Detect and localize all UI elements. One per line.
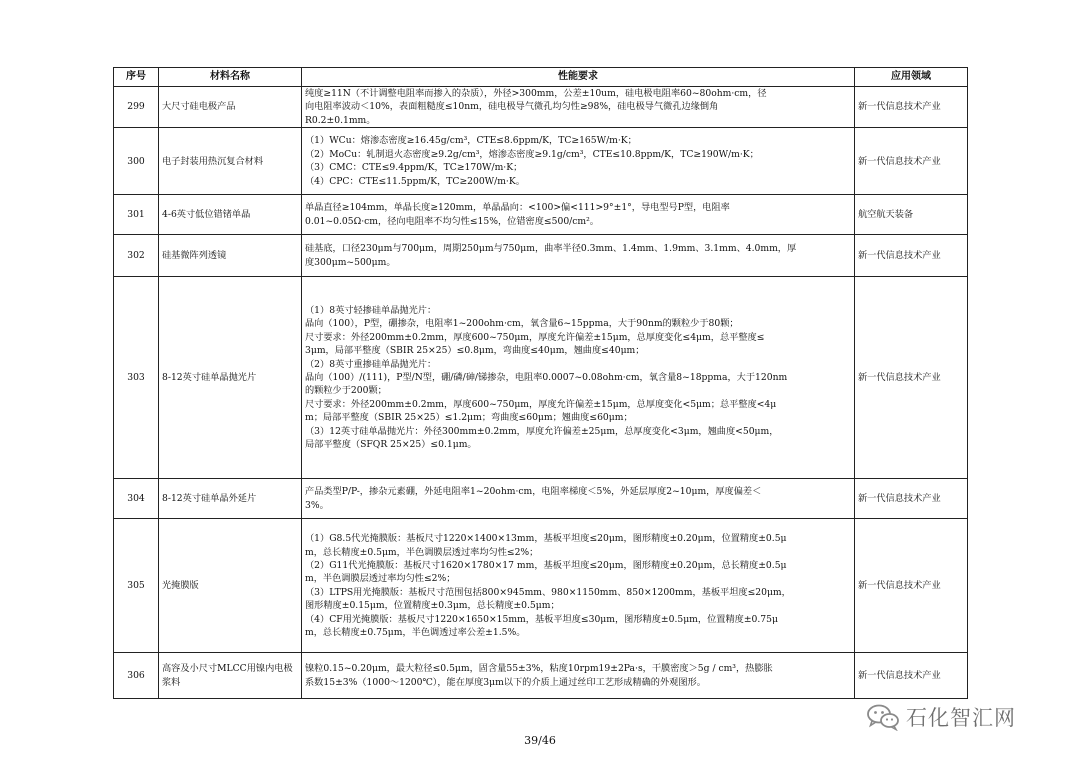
row-material-name: 4-6英寸低位错锗单晶	[159, 195, 302, 235]
row-performance	[302, 195, 855, 235]
performance-line: 晶向（100）/(111)，P型/N型，硼/磷/砷/锑掺杂，电阻率0.0007~0.08ohm·cm，氧含量8~18ppma，大于120nm	[305, 372, 788, 384]
row-performance	[302, 235, 855, 277]
row-material-name: 高容及小尺寸MLCC用镍内电极浆料	[159, 653, 302, 699]
performance-line: （2）G11代光掩膜版：基板尺寸1620×1780×17 mm，基板平坦度≤20μm，图形精度±0.20μm，总长精度±0.5μ	[305, 559, 787, 571]
row-application-field: 新一代信息技术产业	[855, 235, 968, 277]
table-row	[114, 479, 968, 519]
performance-line: 3μm，局部平整度（SBIR 25×25）≤0.8μm，弯曲度≤40μm，翘曲度≤40μm；	[305, 345, 645, 357]
performance-line: （2）MoCu：轧制退火态密度≥9.2g/cm³，熔渗态密度≥9.1g/cm³，CTE≤10.8ppm/K，TC≥190W/m·K；	[305, 148, 759, 160]
row-material-name: 硅基微阵列透镜	[159, 235, 302, 277]
performance-line: R0.2±0.1mm。	[305, 114, 376, 126]
performance-line: （1）WCu：熔渗态密度≥16.45g/cm³，CTE≤8.6ppm/K，TC≥165W/m·K；	[305, 135, 637, 147]
performance-line: （4）CF用光掩膜版：基板尺寸1220×1650×15mm，基板平坦度≤30μm，图形精度±0.5μm，位置精度±0.75μ	[305, 613, 778, 625]
row-performance	[302, 519, 855, 653]
performance-line: m，总长精度±0.5μm，半色调膜层透过率均匀性≤2%；	[305, 546, 539, 558]
performance-line: m，总长精度±0.75μm，半色调透过率公差±1.5%。	[305, 626, 526, 638]
performance-line: 尺寸要求：外径200mm±0.2mm，厚度600~750μm，厚度允许偏差±15μm，总厚度变化<5μm；总平整度<4μ	[305, 398, 777, 410]
performance-line: （2）8英寸重掺硅单晶抛光片：	[305, 358, 437, 370]
performance-line: 产品类型P/P-，掺杂元素硼，外延电阻率1~20ohm·cm，电阻率梯度＜5%，外延层厚度2~10μm，厚度偏差＜	[305, 486, 762, 498]
row-seq: 304	[114, 479, 159, 519]
row-application-field: 新一代信息技术产业	[855, 519, 968, 653]
row-application-field: 新一代信息技术产业	[855, 128, 968, 195]
performance-line: （3）CMC：CTE≤9.4ppm/K，TC≥170W/m·K；	[305, 162, 523, 174]
header-material-name: 材料名称	[159, 68, 302, 87]
table-header-row	[114, 68, 968, 87]
row-seq: 300	[114, 128, 159, 195]
row-material-name: 8-12英寸硅单晶抛光片	[159, 277, 302, 479]
performance-line: m，半色调膜层透过率均匀性≤2%；	[305, 573, 456, 585]
row-seq: 303	[114, 277, 159, 479]
table-row	[114, 235, 968, 277]
table-row	[114, 277, 968, 479]
table-row	[114, 128, 968, 195]
wechat-icon	[866, 703, 900, 731]
performance-line: 晶向（100），P型，硼掺杂，电阻率1~200ohm·cm，氧含量6~15ppma，大于90nm的颗粒少于80颗；	[305, 318, 739, 330]
performance-line: 硅基底，口径230μm与700μm，周期250μm与750μm，曲率半径0.3mm、1.4mm、1.9mm、3.1mm、4.0mm，厚	[305, 243, 797, 255]
row-performance	[302, 653, 855, 699]
header-seq: 序号	[114, 68, 159, 87]
table-row	[114, 653, 968, 699]
material-spec-table	[113, 67, 968, 699]
performance-line: 向电阻率波动＜10%，表面粗糙度≤10nm，硅电极导气微孔均匀性≥98%，硅电极导气微孔边缘倒角	[305, 101, 719, 113]
row-seq: 299	[114, 87, 159, 128]
performance-line: 纯度≥11N（不计调整电阻率而掺入的杂质），外径>300mm，公差±10um，硅电极电阻率60~80ohm·cm，径	[305, 88, 767, 99]
table-row	[114, 195, 968, 235]
row-application-field: 航空航天装备	[855, 195, 968, 235]
row-performance	[302, 277, 855, 479]
performance-line: 尺寸要求：外径200mm±0.2mm，厚度600~750μm，厚度允许偏差±15μm，总厚度变化≤4μm，总平整度≤	[305, 331, 765, 343]
table-row	[114, 519, 968, 653]
row-seq: 302	[114, 235, 159, 277]
row-seq: 301	[114, 195, 159, 235]
watermark	[866, 702, 1016, 732]
row-application-field: 新一代信息技术产业	[855, 653, 968, 699]
table-row	[114, 87, 968, 128]
performance-line: 镍粒0.15~0.20μm，最大粒径≤0.5μm，固含量55±3%，粘度10rpm19±2Pa·s，干膜密度＞5g / cm³，热膨胀	[305, 663, 773, 675]
header-performance: 性能要求	[302, 68, 855, 87]
performance-line: 局部平整度（SFQR 25×25）≤0.1μm。	[305, 439, 477, 451]
performance-line: 系数15±3%（1000～1200℃），能在厚度3μm以下的介质上通过丝印工艺形成精确的外观图形。	[305, 676, 706, 688]
row-performance	[302, 87, 855, 128]
performance-line: （1）8英寸轻掺硅单晶抛光片：	[305, 304, 437, 316]
row-seq: 306	[114, 653, 159, 699]
performance-line: （3）LTPS用光掩膜版：基板尺寸范围包括800×945mm、980×1150mm、850×1200mm，基板平坦度≤20μm，	[305, 586, 791, 598]
performance-line: m；局部平整度（SBIR 25×25）≤1.2μm；弯曲度≤60μm；翘曲度≤60μm；	[305, 412, 633, 424]
row-seq: 305	[114, 519, 159, 653]
row-performance	[302, 128, 855, 195]
performance-line: 图形精度±0.15μm，位置精度±0.3μm，总长精度±0.5μm；	[305, 600, 560, 612]
page-number: 39/46	[524, 734, 556, 747]
performance-line: 0.01~0.05Ω·cm，径向电阻率不均匀性≤15%，位错密度≤500/cm²。	[305, 215, 599, 227]
performance-line: （3）12英寸硅单晶抛光片：外径300mm±0.2mm，厚度允许偏差±25μm，总厚度变化<3μm，翘曲度<50μm，	[305, 425, 779, 437]
performance-line: 单晶直径≥104mm，单晶长度≥120mm，单晶晶向：<100>偏<111>9°±1°，导电型号P型，电阻率	[305, 202, 730, 214]
performance-line: 3%。	[305, 499, 329, 511]
row-material-name: 8-12英寸硅单晶外延片	[159, 479, 302, 519]
performance-line: 的颗粒少于200颗；	[305, 385, 387, 397]
row-application-field: 新一代信息技术产业	[855, 87, 968, 128]
row-application-field: 新一代信息技术产业	[855, 277, 968, 479]
performance-line: 度300μm~500μm。	[305, 256, 396, 268]
watermark-text: 石化智汇网	[906, 706, 1016, 730]
performance-line: （1）G8.5代光掩膜版：基板尺寸1220×1400×13mm，基板平坦度≤20μm，图形精度±0.20μm，位置精度±0.5μ	[305, 533, 787, 545]
row-performance	[302, 479, 855, 519]
performance-line: （4）CPC：CTE≤11.5ppm/K，TC≥200W/m·K。	[305, 175, 525, 187]
row-material-name: 光掩膜版	[159, 519, 302, 653]
header-application-field: 应用领域	[855, 68, 968, 87]
row-material-name: 电子封装用热沉复合材料	[159, 128, 302, 195]
row-material-name: 大尺寸硅电极产品	[159, 87, 302, 128]
row-application-field: 新一代信息技术产业	[855, 479, 968, 519]
